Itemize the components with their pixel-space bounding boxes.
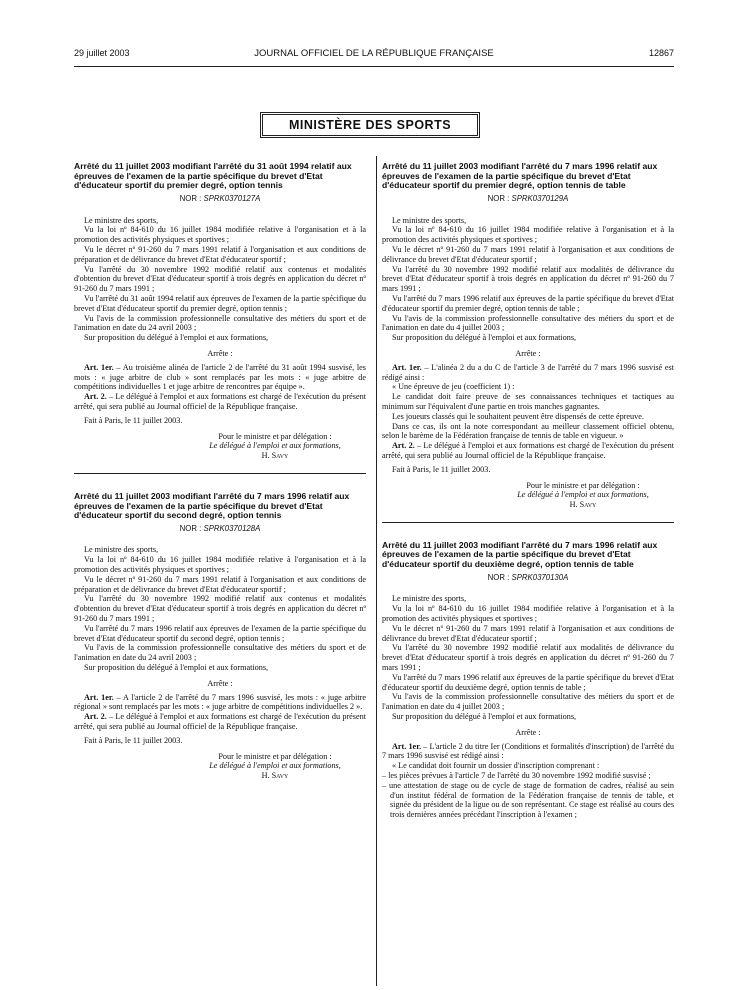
visa-line: Vu l'arrêté du 30 novembre 1992 modifié relatif aux modalités de délivrance du brevet d'Etat d'éducateur sportif à trois degrés en application du décret nº 91-260 du 7 mars 1991 ; bbox=[382, 264, 674, 294]
nor-label: NOR : bbox=[179, 523, 202, 533]
visa-line: Vu l'avis de la commission professionnelle consultative des métiers du sport et de l'animation en date du 4 juillet 2003 ; bbox=[382, 313, 674, 333]
provision-label: Art. 1er. bbox=[392, 741, 422, 751]
signature-block bbox=[184, 432, 366, 461]
visa-line: Le ministre des sports, bbox=[84, 545, 159, 555]
signature-place-date: Fait à Paris, le 11 juillet 2003. bbox=[84, 415, 183, 425]
provision bbox=[382, 742, 674, 762]
right-column bbox=[382, 162, 674, 820]
journal-title: JOURNAL OFFICIEL DE LA RÉPUBLIQUE FRANÇAISE bbox=[254, 48, 494, 59]
provision bbox=[74, 693, 366, 713]
visa-line: Vu l'arrêté du 7 mars 1996 relatif aux épreuves de la partie spécifique du brevet d'Etat d'éducateur sportif du deuxième degré, option tennis de table ; bbox=[382, 672, 674, 692]
provision-text: – L'article 2 du titre Ier (Conditions et formalités d'inscription) de l'arrêté du 7 mars 1996 susvisé est rédigé ainsi : bbox=[382, 741, 674, 761]
signature-block bbox=[184, 752, 366, 781]
signature-delegation: Pour le ministre et par délégation : bbox=[526, 480, 640, 490]
article-title: Arrêté du 11 juillet 2003 modifiant l'arrêté du 7 mars 1996 relatif aux épreuves de l'examen de la partie spécifique du brevet d'Etat d'éducateur sportif du second degré, option tennis bbox=[74, 490, 350, 521]
arrete-label: Arrête : bbox=[515, 727, 541, 737]
nor-reference bbox=[74, 194, 366, 204]
signature-place-date: Fait à Paris, le 11 juillet 2003. bbox=[392, 464, 491, 474]
visa-line: Vu le décret nº 91-260 du 7 mars 1991 relatif à l'organisation et aux conditions de préparation et de délivrance du brevet d'Etat d'éducateur sportif ; bbox=[74, 574, 366, 594]
header-rule bbox=[74, 66, 674, 67]
quoted-line: Le candidat doit faire preuve de ses connaissances techniques et tactiques au minimum sur l'équivalent d'une partie en trois manches gagnantes. bbox=[382, 392, 674, 411]
nor-code: SPRK0370127A bbox=[203, 193, 261, 203]
signature-delegation: Pour le ministre et par délégation : bbox=[218, 431, 332, 441]
quoted-line: « Une épreuve de jeu (coefficient 1) : bbox=[392, 382, 515, 392]
visa-line: Le ministre des sports, bbox=[84, 215, 159, 225]
visa-line: Vu l'arrêté du 7 mars 1996 relatif aux épreuves de la partie spécifique du brevet d'Etat d'éducateur sportif du premier degré, option tennis de table ; bbox=[382, 293, 674, 313]
page-number: 12867 bbox=[648, 48, 674, 58]
visa-line: Vu le décret nº 91-260 du 7 mars 1991 relatif à l'organisation et aux conditions de délivrance du brevet d'Etat d'éducateur sportif ; bbox=[382, 623, 674, 643]
nor-code: SPRK0370128A bbox=[203, 523, 261, 533]
arrete-label: Arrête : bbox=[207, 348, 233, 358]
provision-label: Art. 2. bbox=[392, 441, 415, 451]
article-tennis-second-degre bbox=[74, 492, 366, 781]
nor-reference bbox=[382, 573, 674, 583]
signature-role: Le délégué à l'emploi et aux formations, bbox=[517, 490, 649, 500]
provision bbox=[74, 712, 366, 732]
provision bbox=[382, 441, 674, 461]
quoted-line: « Le candidat doit fournir un dossier d'inscription comprenant : bbox=[392, 761, 600, 771]
visa-line: Vu l'arrêté du 30 novembre 1992 modifié relatif aux contenus et modalités d'obtention du brevet d'Etat d'éducateur sportif à trois degrés en application du décret nº 91-260 du 7 mars 1991 ; bbox=[74, 264, 366, 294]
list-item: – une attestation de stage ou de cycle de stage de formation de cadres, réalisé au sein d'un institut fédéral de formation de la Fédération française de tennis de table, et signée du président de la ligue ou de son représentant. Ce stage est réalisé au cours des trois dernières années précédant l'inscription à l'examen ; bbox=[382, 780, 674, 820]
visa-line: Vu la loi nº 84-610 du 16 juillet 1984 modifiée relative à l'organisation et à la promotion des activités physiques et sportives ; bbox=[382, 225, 674, 245]
signature-block bbox=[492, 481, 674, 510]
article-separator bbox=[74, 473, 366, 474]
provision-label: Art. 1er. bbox=[84, 692, 114, 702]
nor-label: NOR : bbox=[487, 193, 510, 203]
quoted-line: Dans ce cas, ils ont la note correspondant au meilleur classement officiel obtenu, selon le barème de la Fédération française de tennis de table en vigueur. » bbox=[382, 421, 674, 441]
provision-text: – Le délégué à l'emploi et aux formations est chargé de l'exécution du présent arrêté, qui sera publié au Journal officiel de la République française. bbox=[74, 712, 366, 732]
quoted-line: Les joueurs classés qui le souhaitent peuvent être dispensés de cette épreuve. bbox=[392, 411, 644, 421]
nor-reference bbox=[382, 194, 674, 204]
visa-line: Vu le décret nº 91-260 du 7 mars 1991 relatif à l'organisation et aux conditions de délivrance du brevet d'Etat d'éducateur sportif ; bbox=[382, 244, 674, 264]
article-separator bbox=[382, 522, 674, 523]
visa-line: Vu l'arrêté du 30 novembre 1992 modifié relatif aux modalités de délivrance du brevet d'Etat d'éducateur sportif à trois degrés en application du décret nº 91-260 du 7 mars 1991 ; bbox=[382, 643, 674, 673]
article-title: Arrêté du 11 juillet 2003 modifiant l'arrêté du 7 mars 1996 relatif aux épreuves de l'examen de la partie spécifique du brevet d'Etat d'éducateur sportif du premier degré, option tennis de table bbox=[382, 161, 658, 191]
visa-line: Vu la loi nº 84-610 du 16 juillet 1984 modifiée relative à l'organisation et à la promotion des activités physiques et sportives ; bbox=[382, 604, 674, 624]
signature-place-date: Fait à Paris, le 11 juillet 2003. bbox=[84, 735, 183, 745]
article-tennis-de-table-deuxieme-degre bbox=[382, 541, 674, 820]
left-column bbox=[74, 162, 366, 781]
signature-role: Le délégué à l'emploi et aux formations, bbox=[209, 761, 341, 771]
article-title: Arrêté du 11 juillet 2003 modifiant l'arrêté du 31 août 1994 relatif aux épreuves de l'examen de la partie spécifique du brevet d'Etat d'éducateur sportif du premier degré, option tennis bbox=[74, 161, 352, 191]
provision-label: Art. 1er. bbox=[392, 362, 422, 372]
signature-delegation: Pour le ministre et par délégation : bbox=[218, 751, 332, 761]
visa-line: Vu le décret nº 91-260 du 7 mars 1991 relatif à l'organisation et aux conditions de préparation et de délivrance du brevet d'Etat d'éducateur sportif ; bbox=[74, 244, 366, 264]
signature-name: H. Savy bbox=[569, 500, 597, 510]
visa-line: Vu l'avis de la commission professionnelle consultative des métiers du sport et de l'animation en date du 24 avril 2003 ; bbox=[74, 643, 366, 663]
provision bbox=[382, 363, 674, 383]
visa-line: Sur proposition du délégué à l'emploi et aux formations, bbox=[392, 712, 577, 722]
nor-label: NOR : bbox=[179, 193, 202, 203]
column-divider bbox=[376, 156, 377, 986]
issue-date: 29 juillet 2003 bbox=[74, 48, 130, 58]
running-head bbox=[74, 48, 674, 62]
visa-line: Sur proposition du délégué à l'emploi et aux formations, bbox=[84, 333, 269, 343]
visa-line: Le ministre des sports, bbox=[392, 215, 467, 225]
arrete-label: Arrête : bbox=[207, 678, 233, 688]
provision-text: – Au troisième alinéa de l'article 2 de l'arrêté du 31 août 1994 susvisé, les mots : « juge arbitre de club » sont remplacés par les mots : « juge arbitre de compétitions individuelles 1 et juge arbitre de rencontres par équipe ». bbox=[74, 362, 366, 392]
signature-name: H. Savy bbox=[261, 451, 289, 461]
nor-code: SPRK0370130A bbox=[511, 572, 569, 582]
provision-text: – Le délégué à l'emploi et aux formations est chargé de l'exécution du présent arrêté, qui sera publié au Journal officiel de la République française. bbox=[74, 392, 366, 411]
signature-name: H. Savy bbox=[261, 771, 289, 781]
visa-line: Sur proposition du délégué à l'emploi et aux formations, bbox=[84, 663, 269, 673]
nor-reference bbox=[74, 524, 366, 534]
visa-line: Vu l'avis de la commission professionnelle consultative des métiers du sport et de l'animation en date du 24 avril 2003 ; bbox=[74, 313, 366, 333]
provision-label: Art. 2. bbox=[84, 712, 107, 722]
article-tennis-de-table-premier-degre bbox=[382, 162, 674, 510]
article-title: Arrêté du 11 juillet 2003 modifiant l'arrêté du 7 mars 1996 relatif aux épreuves de l'examen de la partie spécifique du brevet d'Etat d'éducateur sportif du deuxième degré, option tennis de table bbox=[382, 539, 658, 570]
list-item: – les pièces prévues à l'article 7 de l'arrêté du 30 novembre 1992 modifié susvisé ; bbox=[382, 771, 651, 781]
provision bbox=[74, 363, 366, 392]
visa-line: Vu la loi nº 84-610 du 16 juillet 1984 modifiée relative à l'organisation et à la promotion des activités physiques et sportives ; bbox=[74, 555, 366, 575]
ministry-heading: MINISTÈRE DES SPORTS bbox=[260, 112, 480, 138]
visa-line: Vu l'arrêté du 31 août 1994 relatif aux épreuves de l'examen de la partie spécifique du brevet d'Etat d'éducateur sportif du premier degré, option tennis ; bbox=[74, 293, 366, 313]
provision-text: – A l'article 2 de l'arrêté du 7 mars 1996 susvisé, les mots : « juge arbitre régional » sont remplacés par les mots : « juge arbitre de compétitions individuelles 2 ». bbox=[74, 692, 366, 712]
arrete-label: Arrête : bbox=[515, 348, 541, 358]
visa-line: Le ministre des sports, bbox=[392, 594, 467, 604]
nor-label: NOR : bbox=[487, 572, 510, 582]
article-tennis-premier-degre bbox=[74, 162, 366, 461]
provision-text: – L'alinéa 2 du a du C de l'article 3 de l'arrêté du 7 mars 1996 susvisé est rédigé ainsi : bbox=[382, 362, 674, 382]
visa-line: Vu la loi nº 84-610 du 16 juillet 1984 modifiée relative à l'organisation et à la promotion des activités physiques et sportives ; bbox=[74, 225, 366, 245]
provision bbox=[74, 392, 366, 412]
visa-line: Vu l'arrêté du 30 novembre 1992 modifié relatif aux contenus et modalités d'obtention du brevet d'Etat d'éducateur sportif à trois degrés en application du décret nº 91-260 du 7 mars 1991 ; bbox=[74, 594, 366, 624]
provision-text: – Le délégué à l'emploi et aux formations est chargé de l'exécution du présent arrêté, qui sera publié au Journal officiel de la République française. bbox=[382, 441, 674, 460]
provision-label: Art. 1er. bbox=[84, 362, 114, 372]
visa-line: Vu l'avis de la commission professionnelle consultative des métiers du sport et de l'animation en date du 4 juillet 2003 ; bbox=[382, 692, 674, 712]
nor-code: SPRK0370129A bbox=[511, 193, 569, 203]
visa-line: Sur proposition du délégué à l'emploi et aux formations, bbox=[392, 333, 577, 343]
signature-role: Le délégué à l'emploi et aux formations, bbox=[209, 441, 341, 451]
visa-line: Vu l'arrêté du 7 mars 1996 relatif aux épreuves de l'examen de la partie spécifique du brevet d'Etat d'éducateur sportif du second degré, option tennis ; bbox=[74, 623, 366, 643]
provision-label: Art. 2. bbox=[84, 392, 107, 402]
